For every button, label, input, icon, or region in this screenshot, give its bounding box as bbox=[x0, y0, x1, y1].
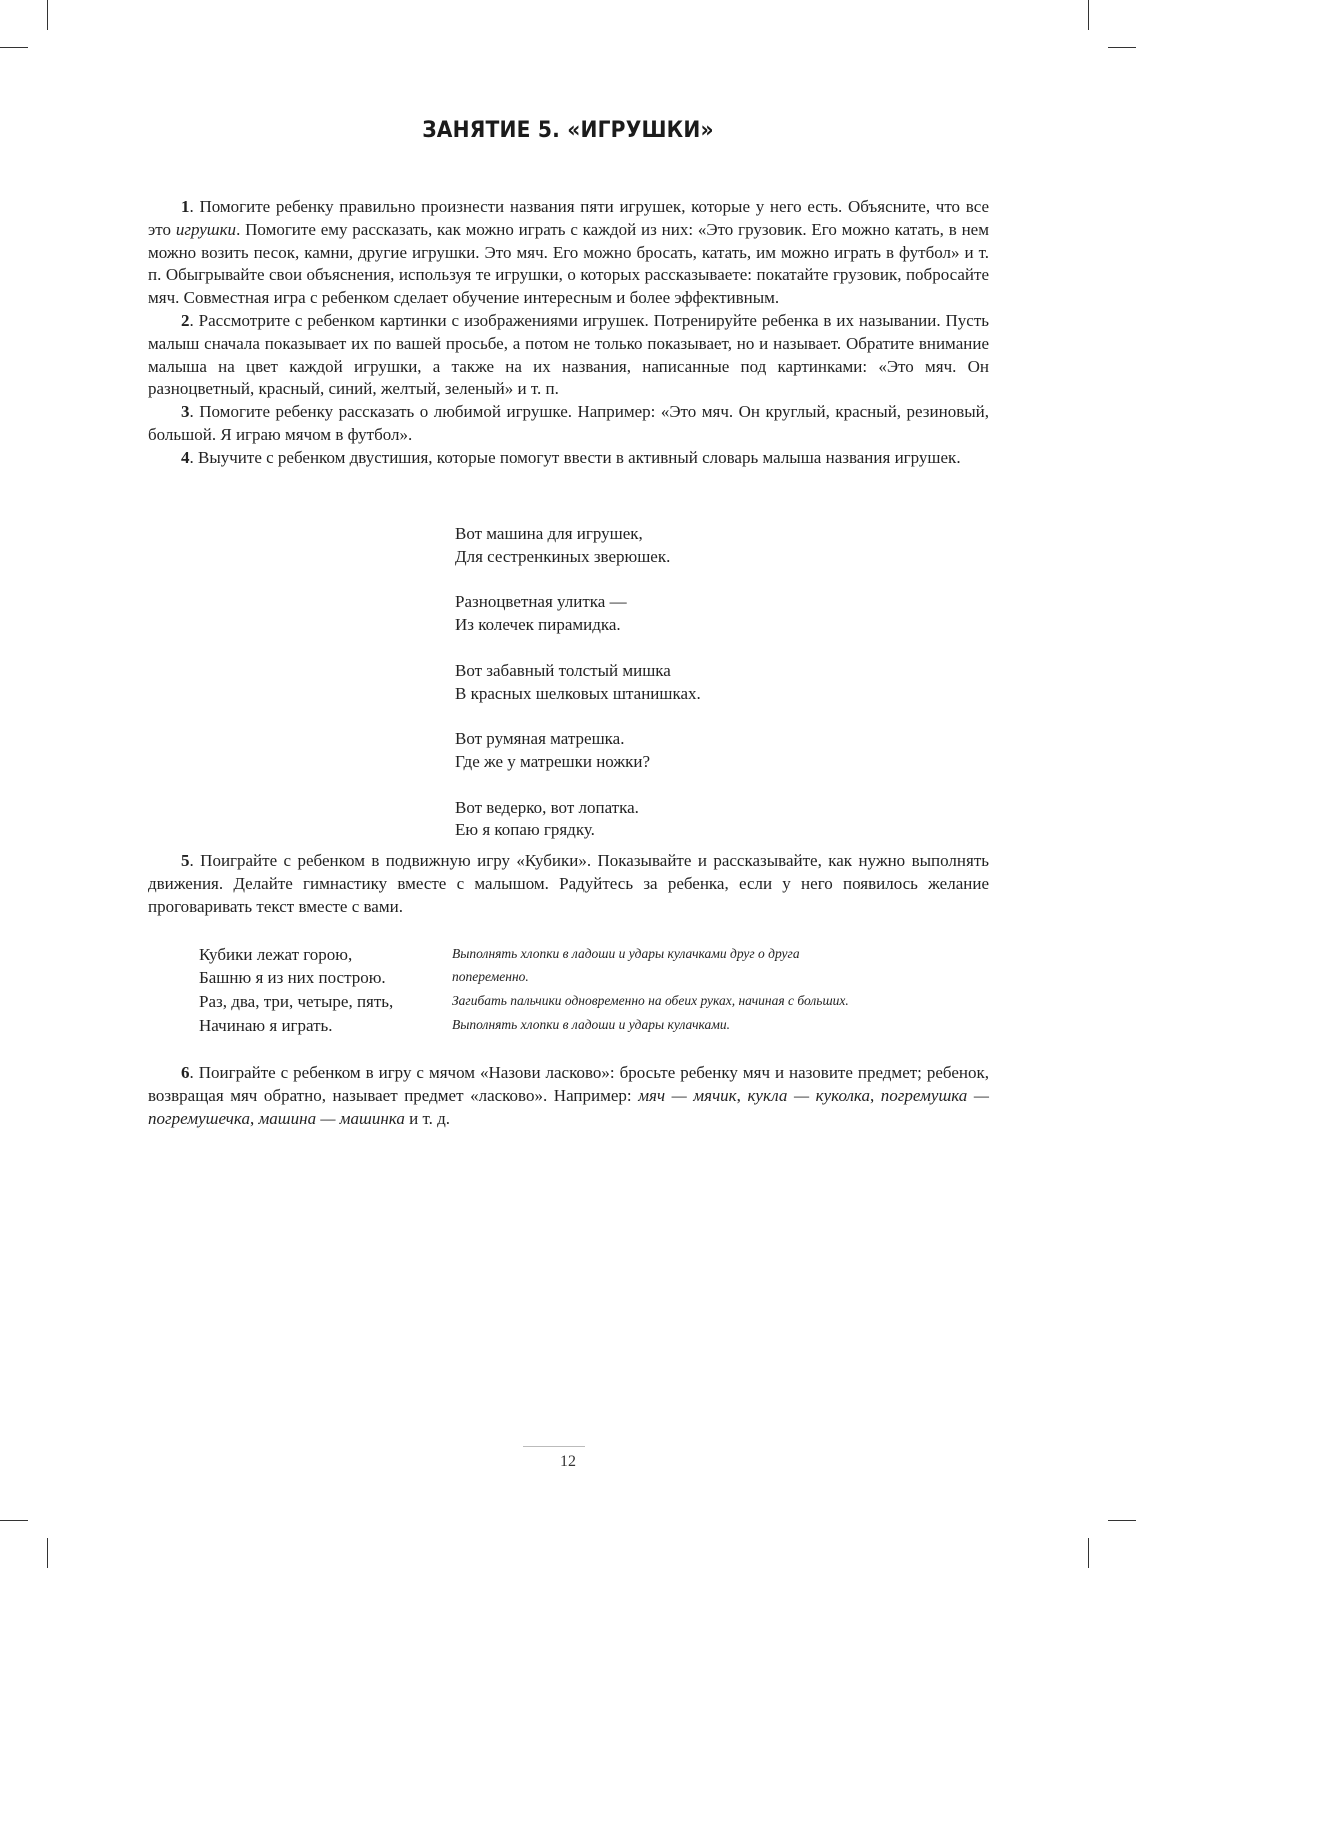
crop-mark bbox=[1088, 1538, 1089, 1568]
item-text: . Рассмотрите с ребенком картинки с изображениями игрушек. Потренируйте ребенка в их назывании. Пусть малыш сначала показывает их по вашей просьбе, а потом не только показывает, но и называет. Обратите внимание малыша на цвет каждой игрушки, а также на их названия, написанные под картинками: «Это мяч. Он разноцветный, красный, синий, желтый, зеленый» и т. п. bbox=[148, 310, 989, 399]
rhyme-row bbox=[199, 992, 959, 1016]
poem-couplets bbox=[455, 523, 915, 865]
rhyme-action: попеременно. bbox=[452, 969, 529, 984]
crop-mark bbox=[1108, 47, 1136, 48]
item-text-italic: погремушка — погремушечка bbox=[148, 1085, 989, 1128]
poem-line: Из колечек пирамидка. bbox=[455, 615, 621, 635]
item-text-italic: машина — машинка bbox=[258, 1108, 405, 1128]
rhyme-row bbox=[199, 945, 959, 969]
item-number: 6 bbox=[181, 1063, 190, 1082]
crop-mark bbox=[1108, 1520, 1136, 1521]
crop-mark bbox=[0, 1520, 28, 1521]
couplet bbox=[455, 523, 915, 569]
item-text: , bbox=[249, 1108, 259, 1128]
couplet bbox=[455, 660, 915, 706]
rhyme-verse: Начинаю я играть. bbox=[199, 1016, 333, 1035]
instruction-item-2 bbox=[148, 310, 989, 401]
couplet bbox=[455, 591, 915, 637]
crop-mark bbox=[0, 47, 28, 48]
instruction-item-5-block bbox=[148, 850, 989, 918]
item-text-italic: кукла — куколка bbox=[747, 1085, 870, 1105]
item-text: . Поиграйте с ребенком в игру с мячом «Назови ласково»: бросьте ребенку мяч и назовите предмет; ребенок, возвращая мяч обратно, называет предмет «ласково». Например: bbox=[148, 1063, 989, 1105]
poem-line: Вот ведерко, вот лопатка. bbox=[455, 797, 639, 817]
item-number: 5 bbox=[181, 851, 190, 870]
poem-line: Разноцветная улитка — bbox=[455, 592, 627, 612]
poem-line: В красных шелковых штанишках. bbox=[455, 683, 701, 703]
couplet bbox=[455, 797, 915, 843]
item-text: . Выучите с ребенком двустишия, которые помогут ввести в активный словарь малыша названия игрушек. bbox=[189, 447, 961, 467]
rhyme-verse: Башню я из них построю. bbox=[199, 968, 386, 987]
poem-line: Вот машина для игрушек, bbox=[455, 524, 643, 543]
instruction-item-1 bbox=[148, 196, 989, 310]
poem-line: Вот румяная матрешка. bbox=[455, 729, 625, 749]
item-number: 3 bbox=[181, 402, 190, 422]
rhyme-verse: Раз, два, три, четыре, пять, bbox=[199, 992, 394, 1011]
rhyme-action: Выполнять хлопки в ладоши и удары кулачками друг о друга bbox=[452, 946, 800, 961]
poem-line: Ею я копаю грядку. bbox=[455, 820, 595, 840]
rhyme-action: Выполнять хлопки в ладоши и удары кулачками. bbox=[452, 1017, 730, 1032]
instruction-item-6 bbox=[148, 1062, 989, 1130]
item-text: . Поиграйте с ребенком в подвижную игру «Кубики». Показывайте и рассказывайте, как нужно выполнять движения. Делайте гимнастику вместе с малышом. Радуйтесь за ребенка, если у него появилось желание проговаривать текст вместе с вами. bbox=[148, 851, 989, 916]
item-text: , bbox=[736, 1085, 748, 1105]
item-text: . Помогите ребенку правильно произнести названия пяти игрушек, которые у него есть. Объясните, что все это bbox=[148, 197, 989, 239]
rhyme-verse: Кубики лежат горою, bbox=[199, 945, 353, 964]
rhyme-row bbox=[199, 1016, 959, 1040]
poem-line: Вот забавный толстый мишка bbox=[455, 660, 671, 680]
rhyme-action: Загибать пальчики одновременно на обеих руках, начиная с больших. bbox=[452, 993, 849, 1008]
instruction-item-4 bbox=[148, 447, 989, 470]
page-title: ЗАНЯТИЕ 5. «ИГРУШКИ» bbox=[422, 118, 714, 143]
crop-mark bbox=[1088, 0, 1089, 30]
instructions-block bbox=[148, 196, 989, 470]
poem-line: Где же у матрешки ножки? bbox=[455, 751, 651, 771]
footer-rule bbox=[523, 1446, 585, 1447]
item-number: 4 bbox=[181, 447, 190, 467]
item-number: 1 bbox=[181, 197, 190, 216]
item-text: . Помогите ребенку рассказать о любимой игрушке. Например: «Это мяч. Он круглый, красный, резиновый, большой. Я играю мячом в футбол». bbox=[148, 402, 989, 444]
page-number: 12 bbox=[560, 1453, 576, 1470]
item-text: , bbox=[869, 1085, 881, 1105]
instruction-item-5 bbox=[148, 850, 989, 918]
couplet bbox=[455, 728, 915, 774]
item-text-italic: мяч — мячик bbox=[638, 1085, 737, 1105]
instruction-item-3 bbox=[148, 401, 989, 447]
crop-mark bbox=[47, 1538, 48, 1568]
crop-mark bbox=[47, 0, 48, 30]
instruction-item-6-block bbox=[148, 1062, 989, 1130]
item-text-italic: игрушки bbox=[175, 219, 237, 239]
poem-line: Для сестренкиных зверюшек. bbox=[455, 546, 671, 566]
item-number: 2 bbox=[181, 310, 190, 330]
rhyme-row bbox=[199, 968, 959, 992]
item-text: . Помогите ему рассказать, как можно играть с каждой из них: «Это грузовик. Его можно катать, в нем можно возить песок, камни, другие игрушки. Это мяч. Его можно бросать, катать, им можно играть в футбол» и т. п. Обыгрывайте свои объяснения, используя те игрушки, о которых рассказываете: покатайте грузовик, побросайте мяч. Совместная игра с ребенком сделает обучение интересным и более эффективным. bbox=[148, 219, 989, 308]
item-text: и т. д. bbox=[404, 1108, 450, 1128]
